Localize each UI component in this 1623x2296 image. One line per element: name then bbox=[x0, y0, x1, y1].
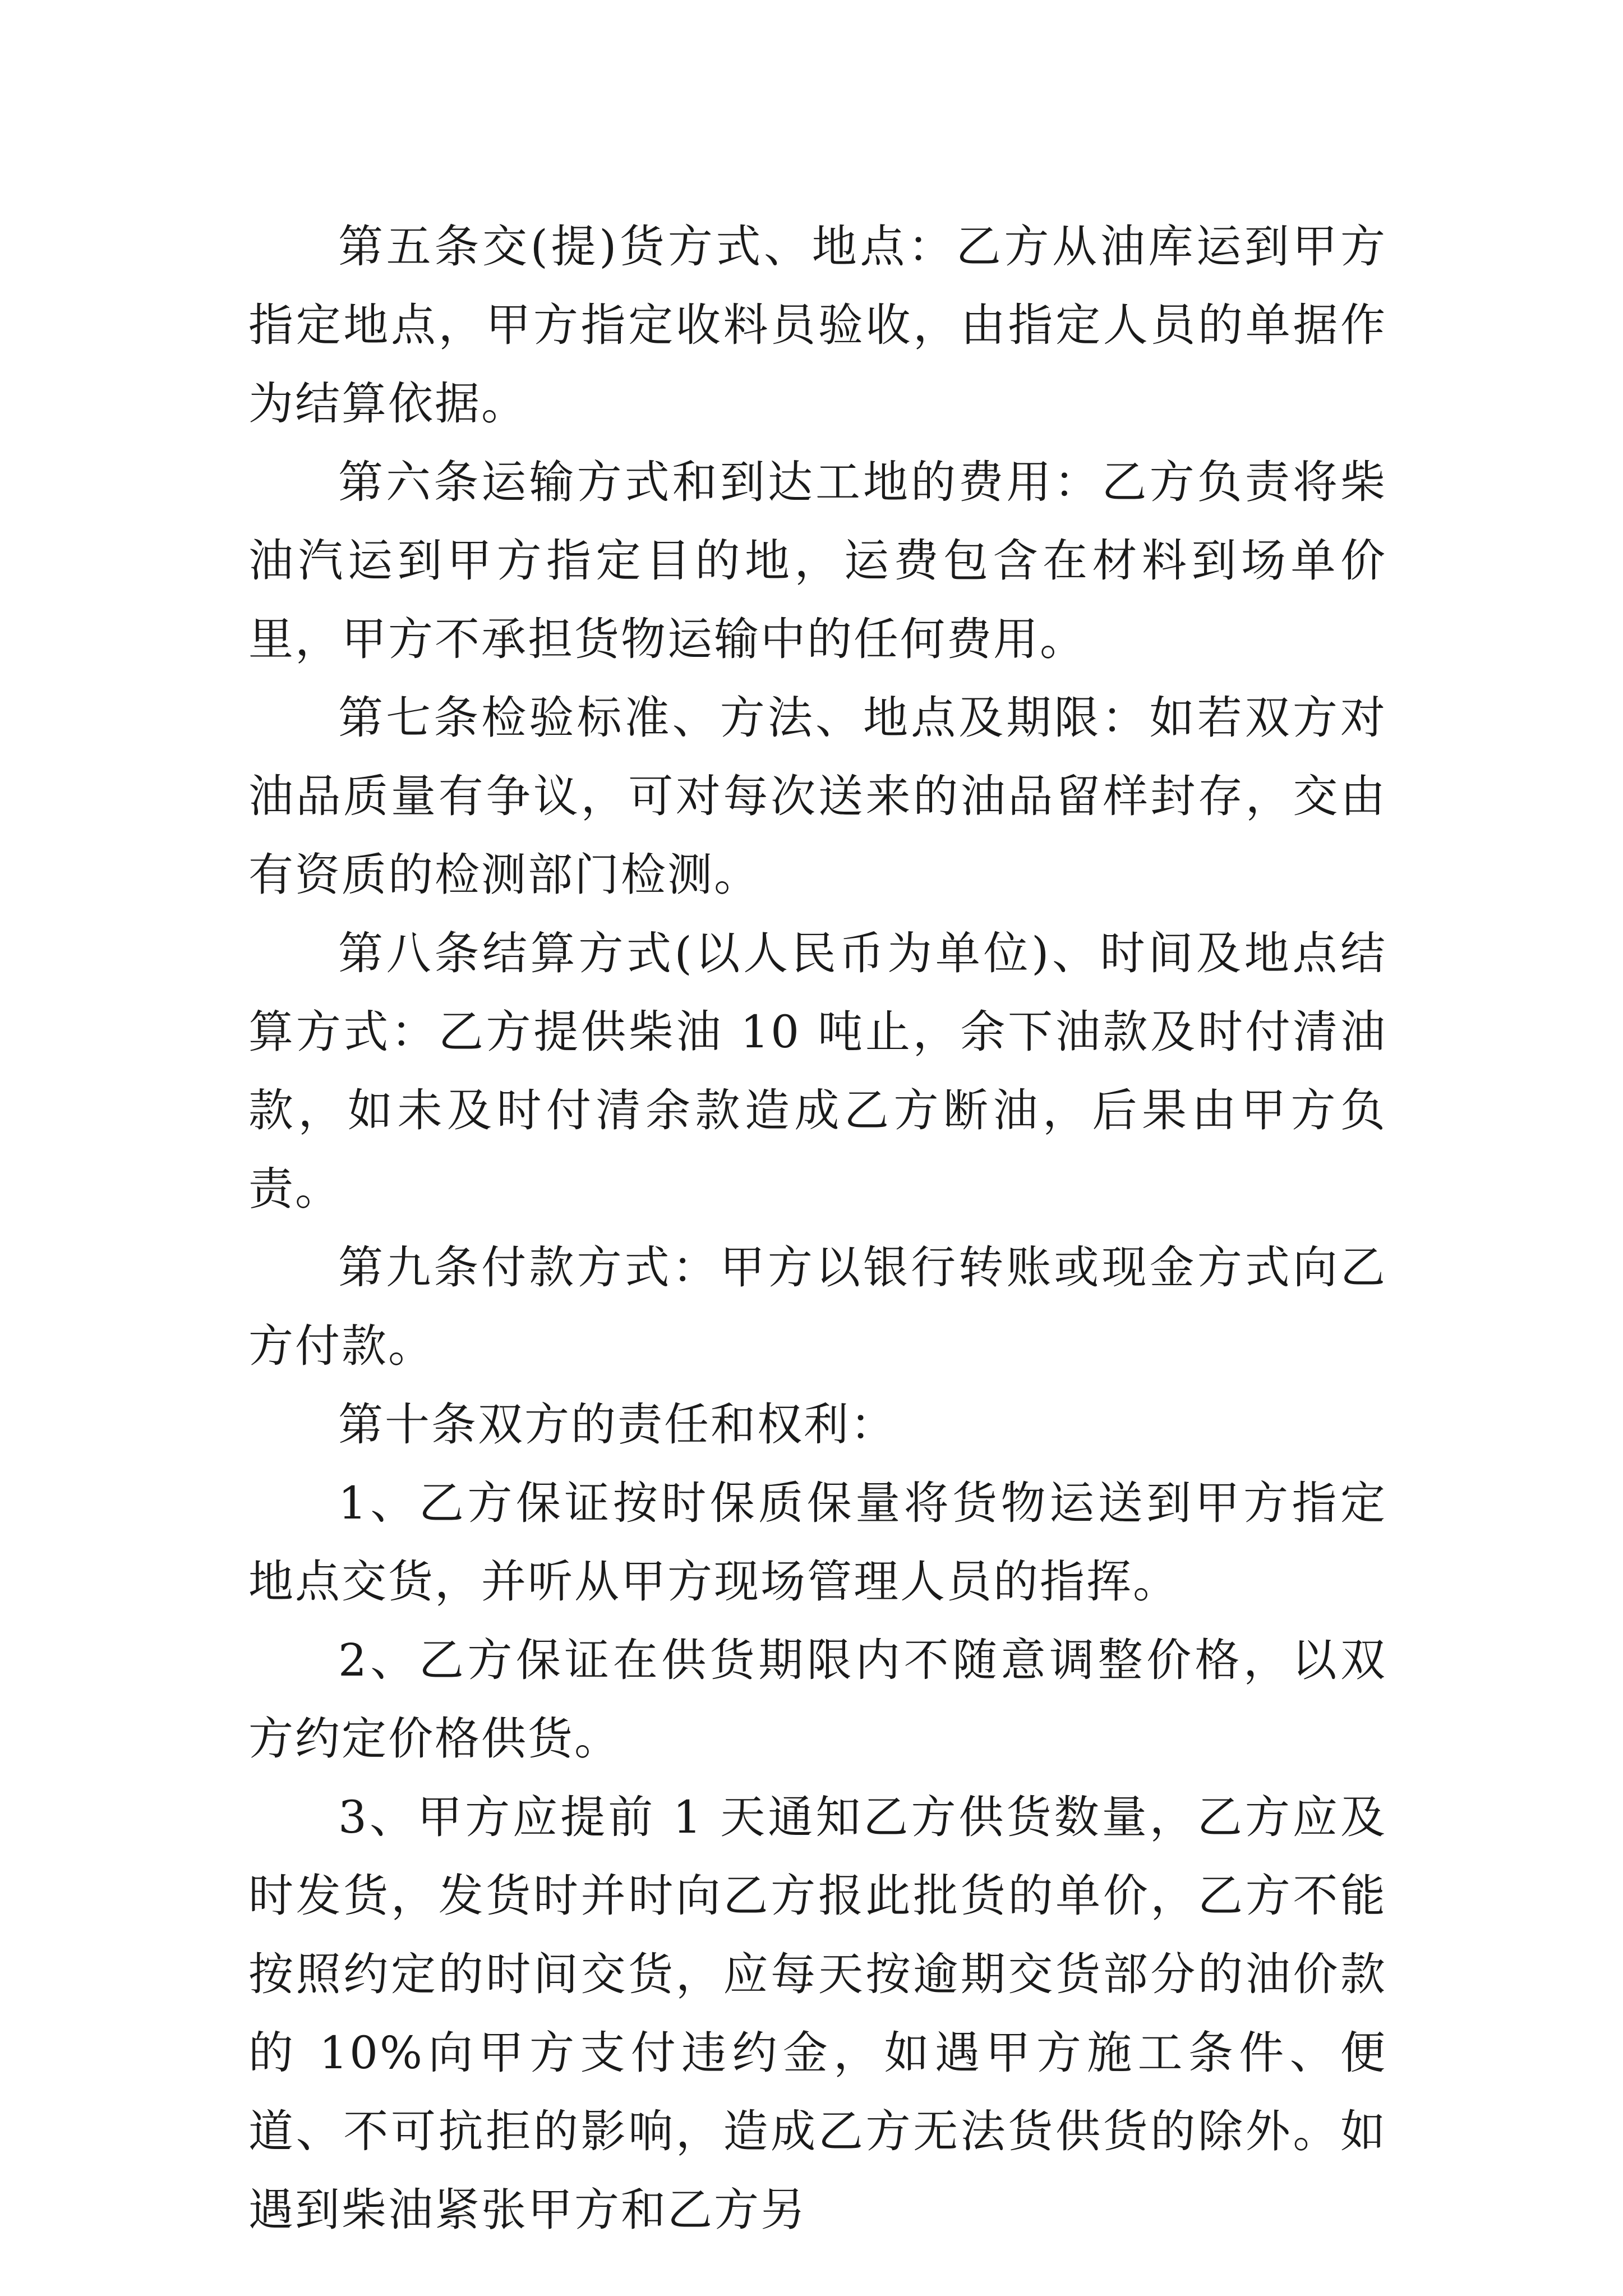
paragraph-article-9: 第九条付款方式：甲方以银行转账或现金方式向乙方付款。 bbox=[248, 1241, 1387, 1372]
paragraph-clause-3: 3、甲方应提前 1 天通知乙方供货数量，乙方应及时发货，发货时并时向乙方报此批货的单价，乙方不能按照约定的时间交货，应每天按逾期交货部分的油价款的 10%向甲方支付违约金，如遇甲方施工条件、便道、不可抗拒的影响，造成乙方无法货供货的除外。如遇到柴油紧张甲方和乙方另 bbox=[248, 1791, 1387, 2236]
paragraph-article-8: 第八条结算方式(以人民币为单位)、时间及地点结算方式：乙方提供柴油 10 吨止，余下油款及时付清油款，如未及时付清余款造成乙方断油，后果由甲方负责。 bbox=[248, 927, 1387, 1215]
document-body bbox=[248, 208, 1387, 2249]
paragraph-article-10: 第十条双方的责任和权利： bbox=[338, 1398, 897, 1451]
paragraph-article-7: 第七条检验标准、方法、地点及期限：如若双方对油品质量有争议，可对每次送来的油品留样封存，交由有资质的检测部门检测。 bbox=[248, 692, 1387, 901]
paragraph-article-6: 第六条运输方式和到达工地的费用：乙方负责将柴油汽运到甲方指定目的地，运费包含在材料到场单价里，甲方不承担货物运输中的任何费用。 bbox=[248, 456, 1387, 665]
paragraph-article-5: 第五条交(提)货方式、地点：乙方从油库运到甲方指定地点，甲方指定收料员验收，由指定人员的单据作为结算依据。 bbox=[248, 220, 1387, 430]
paragraph-clause-2: 2、乙方保证在供货期限内不随意调整价格，以双方约定价格供货。 bbox=[248, 1634, 1387, 1765]
paragraph-clause-1: 1、乙方保证按时保质保量将货物运送到甲方指定地点交货，并听从甲方现场管理人员的指挥。 bbox=[248, 1477, 1387, 1608]
